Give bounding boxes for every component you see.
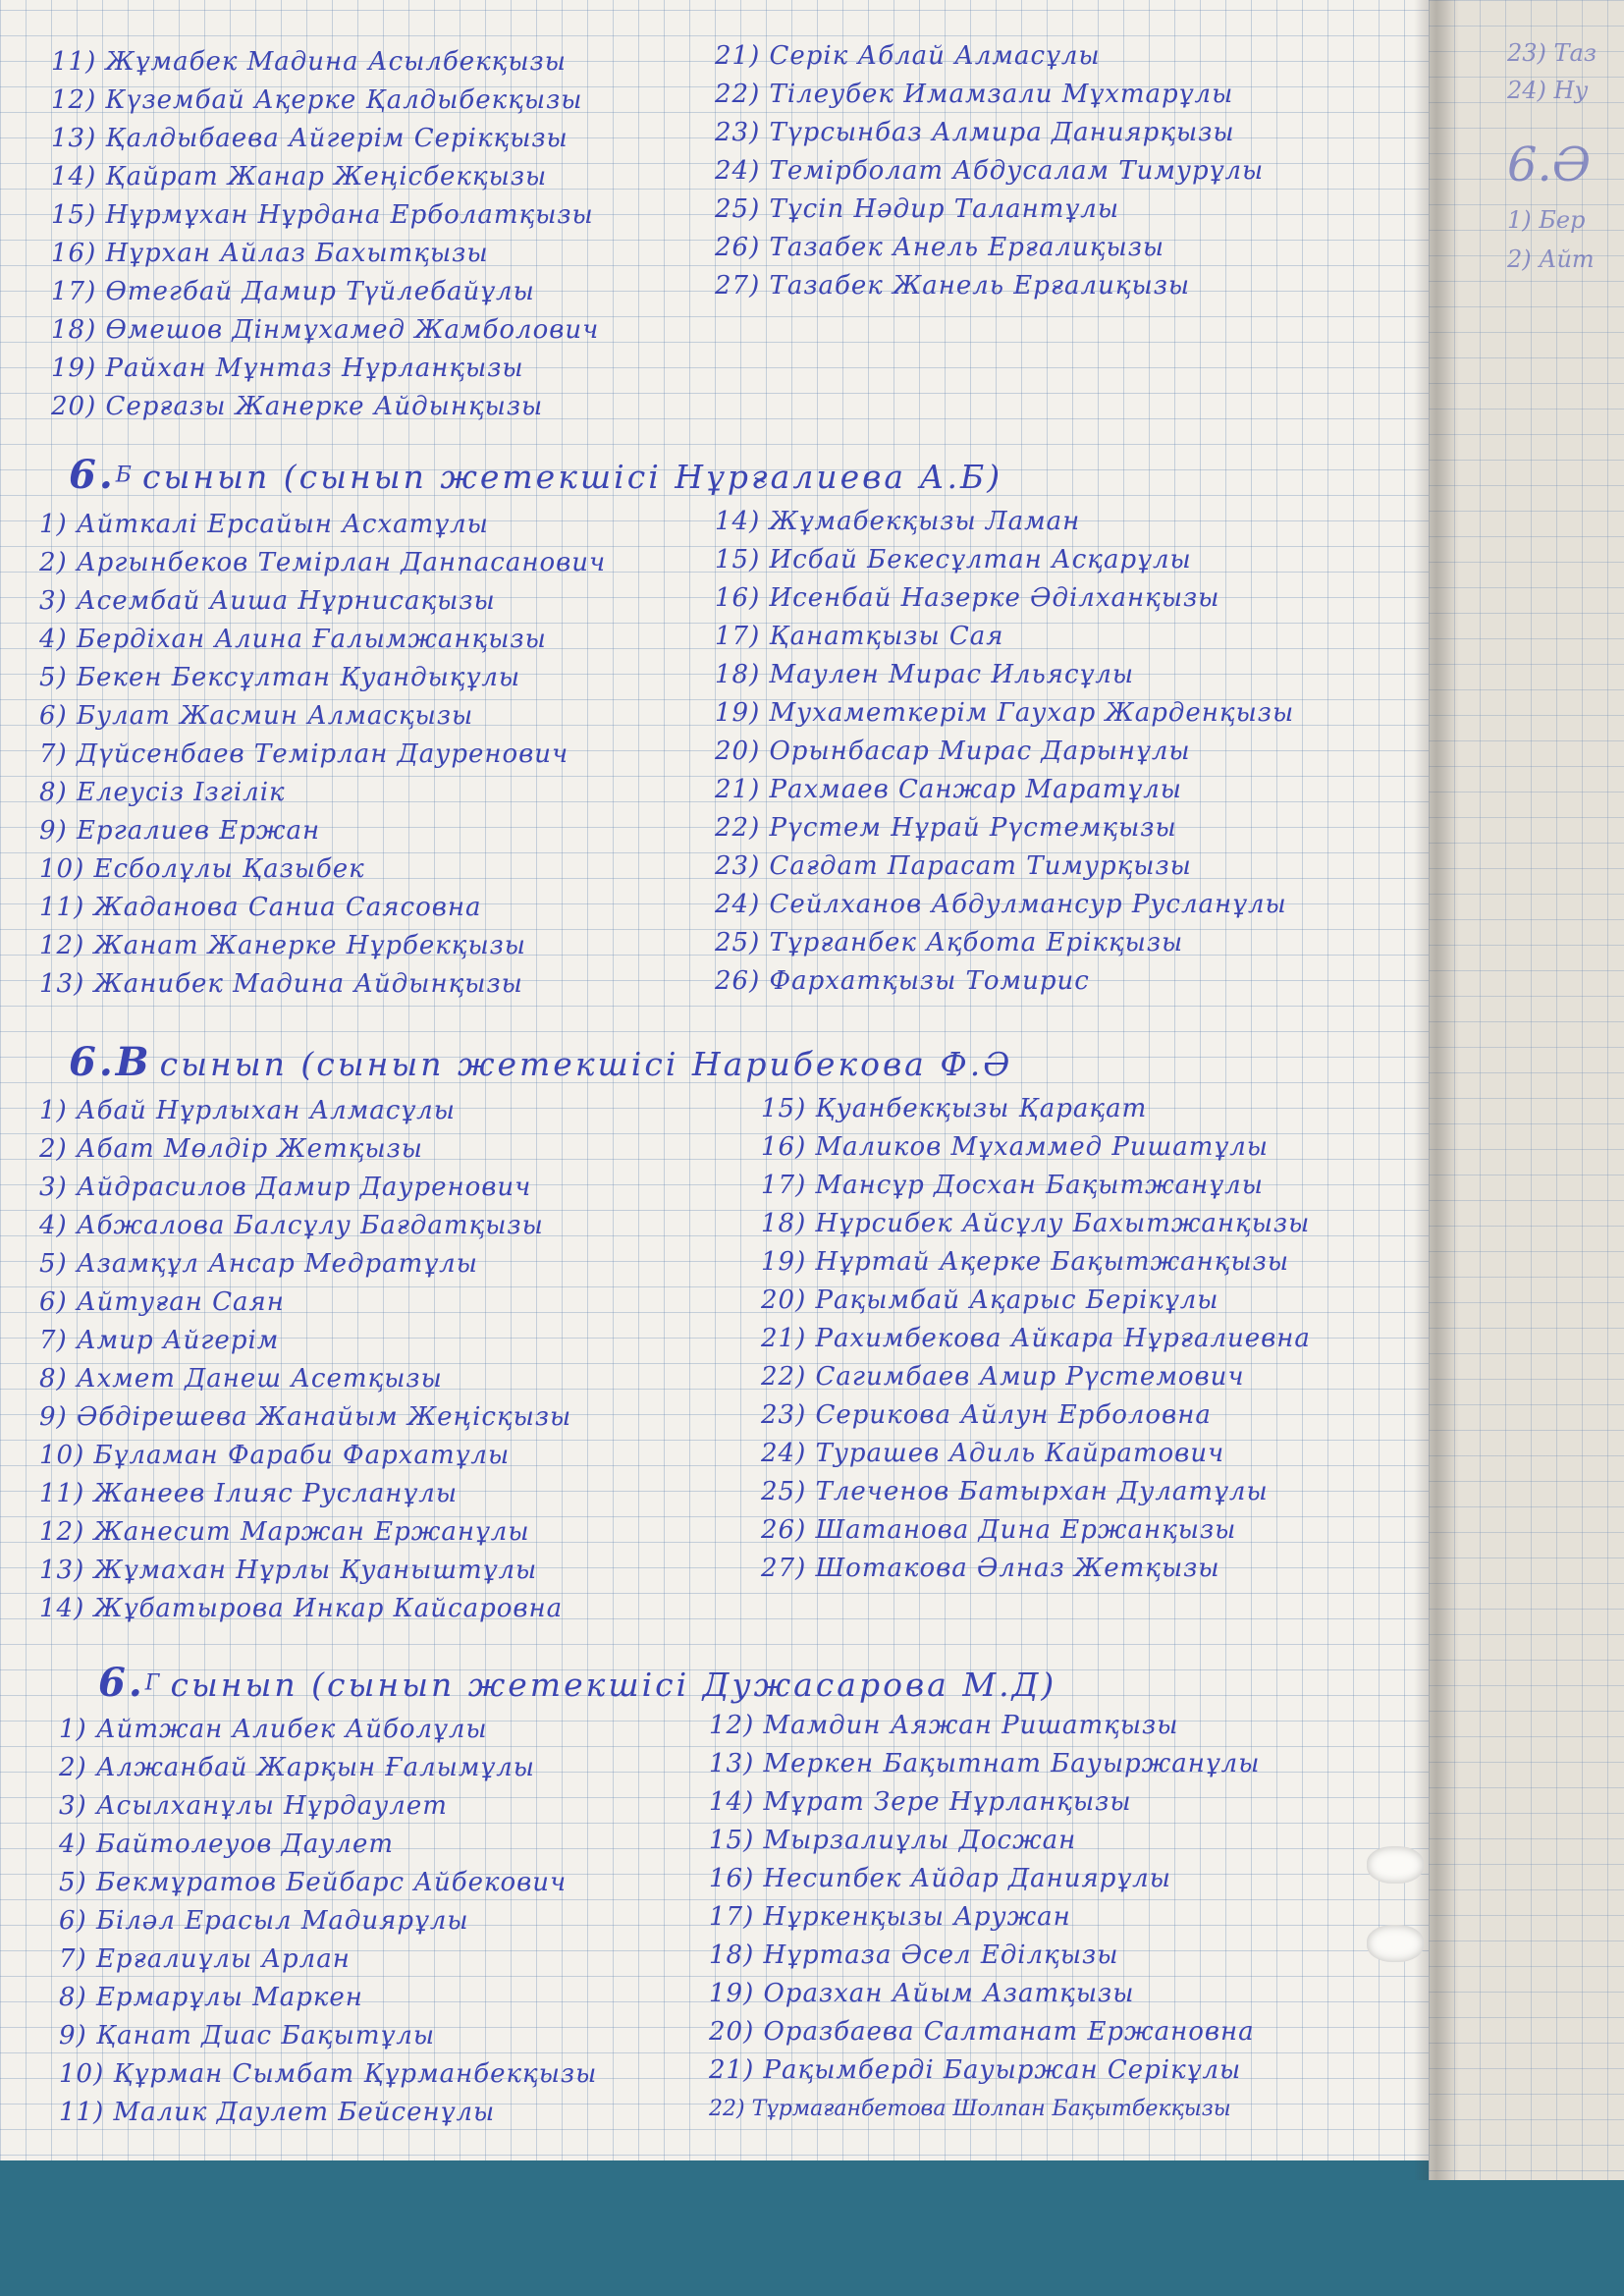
page-fold-shadow	[1414, 0, 1459, 2180]
student-entry: 12) Жанат Жанерке Нұрбекқызы	[39, 931, 526, 960]
class-grade: 6.	[98, 1660, 145, 1706]
student-entry: 3) Айдрасилов Дамир Дауренович	[39, 1173, 532, 1202]
student-entry: 10) Бұламан Фараби Фархатұлы	[39, 1441, 511, 1470]
student-entry: 16) Несипбек Айдар Даниярұлы	[709, 1864, 1171, 1893]
student-entry: 24) Сейлханов Абдулмансур Русланұлы	[715, 890, 1287, 919]
class-title: сынып (сынып жетекшісі Дужасарова М.Д)	[170, 1666, 1057, 1704]
student-entry: 7) Ерғалиұлы Арлан	[59, 1944, 351, 1974]
class-title: сынып (сынып жетекшісі Нарибекова Ф.Ә	[159, 1045, 1013, 1083]
student-entry: 22) Тұрмағанбетова Шолпан Бақытбекқызы	[709, 2097, 1231, 2121]
student-entry: 21) Рахмаев Санжар Маратұлы	[715, 775, 1182, 804]
student-entry: 8) Ахмет Данеш Асетқызы	[39, 1364, 443, 1394]
student-entry: 25) Тұрғанбек Ақбота Ерікқызы	[715, 928, 1184, 957]
student-entry: 11) Жұмабек Мадина Асылбекқызы	[51, 47, 567, 77]
class-g-heading	[98, 1660, 1056, 1706]
class-v-right-list	[761, 1090, 1311, 1588]
student-entry: 4) Абжалова Балсұлу Бағдатқызы	[39, 1211, 544, 1240]
student-entry: 18) Нұрсибек Айсұлу Бахытжанқызы	[761, 1209, 1311, 1238]
student-entry: 22) Сагимбаев Амир Рүстемович	[761, 1362, 1245, 1392]
class-v-left-list	[39, 1092, 571, 1628]
student-entry: 20) Серғазы Жанерке Айдынқызы	[51, 392, 544, 421]
student-entry: 2) Абат Мөлдір Жетқызы	[39, 1134, 423, 1164]
student-entry: 17) Қанатқызы Сая	[715, 622, 1004, 651]
student-entry: 20) Орынбасар Мирас Дарынұлы	[715, 737, 1191, 766]
class-v-heading	[69, 1039, 1012, 1085]
student-entry: 16) Исенбай Назерке Әділханқызы	[715, 583, 1220, 613]
class-letter: В	[115, 1039, 152, 1085]
adjacent-page-line: 2) Айт	[1507, 246, 1595, 273]
student-entry: 5) Азамқұл Ансар Медратұлы	[39, 1249, 478, 1279]
student-entry: 3) Асылханұлы Нұрдаулет	[59, 1791, 448, 1821]
student-entry: 23) Түрсынбаз Алмира Даниярқызы	[715, 118, 1235, 147]
student-entry: 7) Дүйсенбаев Темірлан Дауренович	[39, 739, 569, 769]
student-entry: 26) Шатанова Дина Ержанқызы	[761, 1515, 1237, 1545]
student-entry: 9) Ергалиев Ержан	[39, 816, 321, 846]
student-entry: 4) Байтолеуов Даулет	[59, 1830, 395, 1859]
student-entry: 15) Исбай Бекесұлтан Асқарұлы	[715, 545, 1192, 574]
student-entry: 2) Аргынбеков Темірлан Данпасанович	[39, 548, 607, 577]
adjacent-page-heading: 6.Ә	[1507, 137, 1592, 192]
student-entry: 19) Мухаметкерім Гаухар Жарденқызы	[715, 698, 1295, 728]
student-entry: 26) Фархатқызы Томирис	[715, 966, 1090, 996]
student-entry: 8) Елеусіз Ізгілік	[39, 778, 286, 807]
student-entry: 9) Әбдірешева Жанайым Жеңісқызы	[39, 1402, 572, 1432]
student-entry: 9) Қанат Диас Бақытұлы	[59, 2021, 436, 2050]
student-entry: 20) Оразбаева Салтанат Ержановна	[709, 2017, 1255, 2047]
student-entry: 2) Алжанбай Жарқын Ғалымұлы	[59, 1753, 535, 1782]
class-b-right-list	[715, 503, 1294, 1001]
adjacent-page-line: 23) Таз	[1507, 39, 1597, 67]
block1-right-list	[715, 37, 1264, 305]
student-entry: 17) Өтегбай Дамир Түйлебайұлы	[51, 277, 535, 306]
student-entry: 4) Бердіхан Алина Ғалымжанқызы	[39, 625, 547, 654]
class-g-left-list	[59, 1711, 597, 2132]
student-entry: 10) Есболұлы Қазыбек	[39, 854, 365, 884]
student-entry: 15) Қуанбекқызы Қарақат	[761, 1094, 1148, 1123]
adjacent-page-line: 24) Ну	[1507, 77, 1589, 104]
student-entry: 16) Маликов Мұхаммед Ришатұлы	[761, 1132, 1269, 1162]
student-entry: 6) Біләл Ерасыл Мадиярұлы	[59, 1906, 469, 1936]
student-entry: 5) Бекмұратов Бейбарс Айбекович	[59, 1868, 568, 1897]
student-entry: 1) Айткалі Ерсайын Асхатұлы	[39, 510, 489, 539]
class-title: сынып (сынып жетекшісі Нұрғалиева А.Б)	[142, 458, 1003, 496]
student-entry: 22) Тілеубек Имамзали Мұхтарұлы	[715, 80, 1234, 109]
student-entry: 12) Күзембай Ақерке Қалдыбекқызы	[51, 85, 583, 115]
block1-left-list	[51, 43, 599, 426]
student-entry: 11) Жанеев Ілияс Русланұлы	[39, 1479, 459, 1508]
student-entry: 7) Амир Айгерім	[39, 1326, 280, 1355]
student-entry: 12) Мамдин Аяжан Ришатқызы	[709, 1711, 1179, 1740]
student-entry: 14) Мұрат Зере Нұрланқызы	[709, 1787, 1132, 1817]
student-entry: 17) Нұркенқызы Аружан	[709, 1902, 1071, 1932]
student-entry: 21) Рахимбекова Айкара Нұрғалиевна	[761, 1324, 1311, 1353]
binder-hole	[1367, 1925, 1424, 1962]
student-entry: 20) Рақымбай Ақарыс Берікұлы	[761, 1285, 1219, 1315]
student-entry: 13) Жұмахан Нұрлы Қуаныштұлы	[39, 1556, 538, 1585]
student-entry: 27) Шотакова Әлназ Жетқызы	[761, 1554, 1220, 1583]
student-entry: 13) Меркен Бақытнат Бауыржанұлы	[709, 1749, 1261, 1778]
student-entry: 6) Булат Жасмин Алмасқызы	[39, 701, 474, 731]
student-entry: 19) Оразхан Айым Азатқызы	[709, 1979, 1135, 2008]
class-grade: 6.	[69, 1039, 116, 1085]
student-entry: 24) Темірболат Абдусалам Тимурұлы	[715, 156, 1265, 186]
student-entry: 1) Абай Нұрлыхан Алмасұлы	[39, 1096, 456, 1125]
student-entry: 25) Тлеченов Батырхан Дулатұлы	[761, 1477, 1269, 1506]
class-letter: Г	[144, 1670, 163, 1696]
student-entry: 14) Жұбатырова Инкар Кайсаровна	[39, 1594, 564, 1623]
student-entry: 12) Жанесит Маржан Ержанұлы	[39, 1517, 530, 1547]
student-entry: 13) Қалдыбаева Айгерім Серікқызы	[51, 124, 568, 153]
student-entry: 27) Тазабек Жанель Ерғалиқызы	[715, 271, 1191, 301]
student-entry: 18) Өмешов Дінмұхамед Жамболович	[51, 315, 600, 345]
student-entry: 5) Бекен Бексұлтан Қуандықұлы	[39, 663, 521, 692]
student-entry: 18) Нұртаза Әсел Еділқызы	[709, 1941, 1119, 1970]
student-entry: 11) Малик Даулет Бейсенұлы	[59, 2098, 496, 2127]
student-entry: 25) Тұсіп Нәдир Талантұлы	[715, 194, 1120, 224]
student-entry: 16) Нұрхан Айлаз Бахытқызы	[51, 239, 489, 268]
student-entry: 22) Рүстем Нұрай Рүстемқызы	[715, 813, 1177, 843]
student-entry: 19) Райхан Мұнтаз Нұрланқызы	[51, 354, 524, 383]
student-entry: 18) Маулен Мирас Ильясұлы	[715, 660, 1135, 689]
class-letter: Б	[115, 463, 135, 488]
student-entry: 21) Серік Аблай Алмасұлы	[715, 41, 1101, 71]
student-entry: 8) Ермарұлы Маркен	[59, 1983, 363, 2012]
student-entry: 3) Асембай Аиша Нұрнисақызы	[39, 586, 496, 616]
student-entry: 6) Айтуған Саян	[39, 1287, 285, 1317]
class-grade: 6.	[69, 452, 116, 498]
class-b-left-list	[39, 506, 606, 1004]
student-entry: 24) Турашев Адиль Кайратович	[761, 1439, 1225, 1468]
student-entry: 26) Тазабек Анель Ерғалиқызы	[715, 233, 1165, 262]
student-entry: 17) Мансұр Досхан Бақытжанұлы	[761, 1171, 1264, 1200]
adjacent-page-line: 1) Бер	[1507, 206, 1586, 234]
class-b-heading	[69, 452, 1002, 498]
student-entry: 15) Нұрмұхан Нұрдана Ерболатқызы	[51, 200, 594, 230]
class-g-right-list	[709, 1707, 1260, 2128]
student-entry: 19) Нұртай Ақерке Бақытжанқызы	[761, 1247, 1290, 1277]
student-entry: 23) Сағдат Парасат Тимурқызы	[715, 851, 1192, 881]
student-entry: 10) Құрман Сымбат Құрманбекқызы	[59, 2059, 598, 2089]
student-entry: 13) Жанибек Мадина Айдынқызы	[39, 969, 523, 999]
student-entry: 15) Мырзалиұлы Досжан	[709, 1826, 1077, 1855]
student-entry: 1) Айтжан Алибек Айболұлы	[59, 1715, 488, 1744]
student-entry: 21) Рақымберді Бауыржан Серікұлы	[709, 2055, 1242, 2085]
student-entry: 23) Серикова Айлун Ерболовна	[761, 1400, 1212, 1430]
student-entry: 14) Қайрат Жанар Жеңісбекқызы	[51, 162, 548, 191]
binder-hole	[1367, 1846, 1424, 1884]
student-entry: 14) Жұмабекқызы Ламан	[715, 507, 1081, 536]
student-entry: 11) Жаданова Саниа Саясовна	[39, 893, 482, 922]
